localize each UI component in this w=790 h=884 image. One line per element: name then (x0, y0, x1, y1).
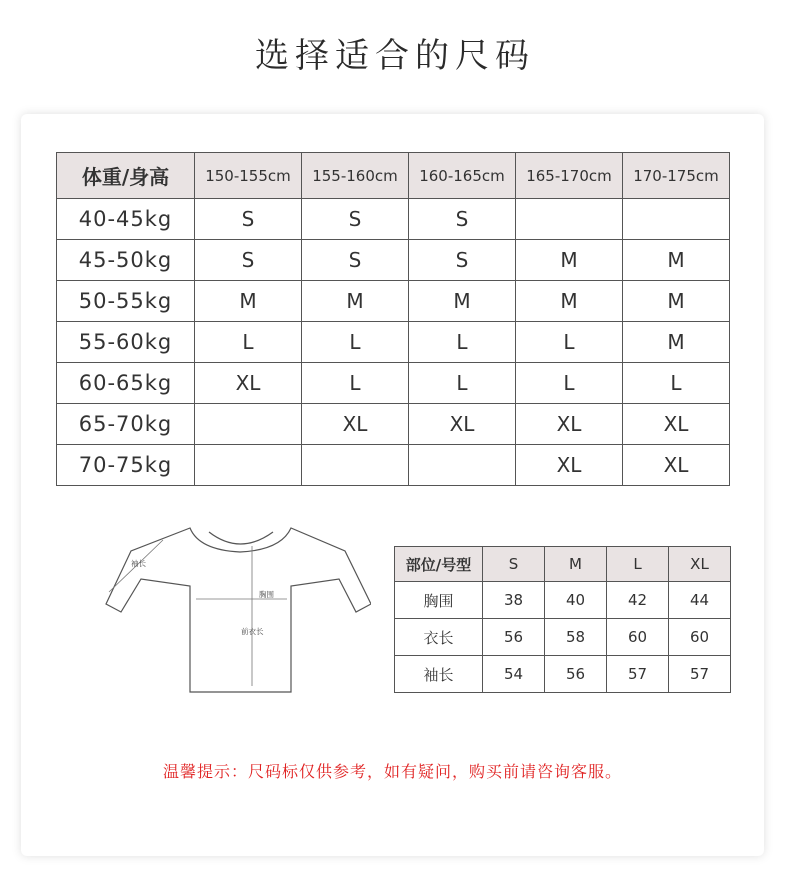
measure-cell: 58 (545, 619, 607, 656)
chest-label: 胸围 (259, 590, 274, 599)
measurement-table (394, 546, 731, 693)
weight-label: 40-45kg (57, 199, 195, 240)
size-cell: S (195, 199, 302, 240)
size-chart-header-row (57, 153, 730, 199)
table-row (57, 240, 730, 281)
size-cell: S (302, 199, 409, 240)
measure-cell: 60 (669, 619, 731, 656)
size-cell: S (409, 199, 516, 240)
weight-label: 45-50kg (57, 240, 195, 281)
part-label: 衣长 (395, 619, 483, 656)
size-cell: XL (195, 363, 302, 404)
table-row (57, 322, 730, 363)
weight-label: 70-75kg (57, 445, 195, 486)
size-cell (409, 445, 516, 486)
table-row (57, 281, 730, 322)
size-cell: L (516, 363, 623, 404)
size-cell (195, 404, 302, 445)
measure-cell: 44 (669, 582, 731, 619)
part-label: 胸围 (395, 582, 483, 619)
size-cell: S (302, 240, 409, 281)
size-cell: M (623, 281, 730, 322)
size-cell: XL (623, 404, 730, 445)
size-cell: M (302, 281, 409, 322)
length-label: 前衣长 (241, 627, 264, 636)
size-chart-table (56, 152, 730, 486)
size-cell: L (302, 363, 409, 404)
size-cell: M (516, 240, 623, 281)
size-cell: L (516, 322, 623, 363)
weight-label: 60-65kg (57, 363, 195, 404)
garment-diagram (101, 524, 371, 699)
size-cell: L (302, 322, 409, 363)
measure-cell: 57 (669, 656, 731, 693)
size-cell: L (195, 322, 302, 363)
height-header: 150-155cm (195, 153, 302, 199)
sleeve-label: 袖长 (131, 559, 146, 568)
table-row (57, 404, 730, 445)
size-cell: M (195, 281, 302, 322)
size-cell: M (409, 281, 516, 322)
page-title: 选择适合的尺码 (255, 36, 535, 76)
size-cell: XL (516, 404, 623, 445)
size-header: L (607, 547, 669, 582)
table-row (395, 582, 731, 619)
size-header: XL (669, 547, 731, 582)
measure-cell: 54 (483, 656, 545, 693)
size-cell: L (409, 363, 516, 404)
measure-cell: 60 (607, 619, 669, 656)
measure-cell: 56 (483, 619, 545, 656)
size-cell (302, 445, 409, 486)
weight-label: 65-70kg (57, 404, 195, 445)
measure-corner: 部位/号型 (395, 547, 483, 582)
table-row (57, 445, 730, 486)
size-cell: S (409, 240, 516, 281)
garment-outline (106, 528, 371, 692)
height-header: 165-170cm (516, 153, 623, 199)
size-header: S (483, 547, 545, 582)
size-cell: M (623, 322, 730, 363)
height-header: 155-160cm (302, 153, 409, 199)
size-cell: XL (302, 404, 409, 445)
measure-cell: 57 (607, 656, 669, 693)
size-cell (516, 199, 623, 240)
size-cell: M (516, 281, 623, 322)
size-cell: S (195, 240, 302, 281)
measure-cell: 38 (483, 582, 545, 619)
size-cell: XL (623, 445, 730, 486)
size-chart-corner: 体重/身高 (57, 153, 195, 199)
size-cell (623, 199, 730, 240)
size-cell: M (623, 240, 730, 281)
table-row (395, 619, 731, 656)
size-cell (195, 445, 302, 486)
size-cell: XL (409, 404, 516, 445)
weight-label: 50-55kg (57, 281, 195, 322)
size-cell: L (623, 363, 730, 404)
size-header: M (545, 547, 607, 582)
part-label: 袖长 (395, 656, 483, 693)
table-row (395, 656, 731, 693)
size-guide-card (21, 114, 764, 856)
size-tip-note: 温馨提示：尺码标仅供参考，如有疑问，购买前请咨询客服。 (162, 762, 622, 781)
height-header: 160-165cm (409, 153, 516, 199)
measure-cell: 42 (607, 582, 669, 619)
table-row (57, 199, 730, 240)
size-cell: L (409, 322, 516, 363)
garment-collar (209, 532, 273, 544)
weight-label: 55-60kg (57, 322, 195, 363)
measure-header-row (395, 547, 731, 582)
table-row (57, 363, 730, 404)
measure-cell: 56 (545, 656, 607, 693)
measure-cell: 40 (545, 582, 607, 619)
size-cell: XL (516, 445, 623, 486)
height-header: 170-175cm (623, 153, 730, 199)
